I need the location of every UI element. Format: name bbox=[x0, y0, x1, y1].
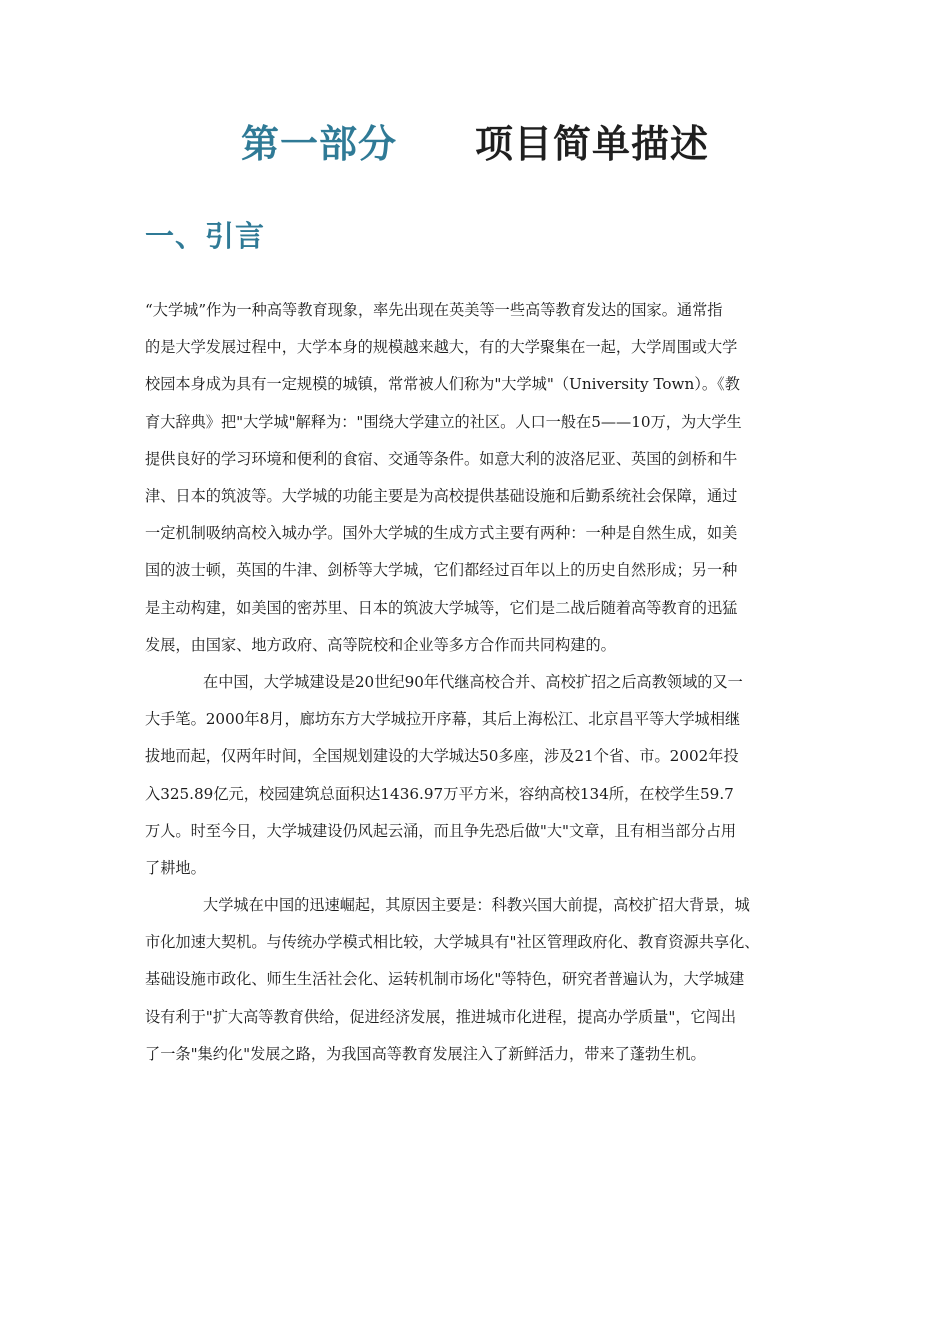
paragraph-line: 是主动构建，如美国的密苏里、日本的筑波大学城等，它们是二战后随着高等教育的迅猛 bbox=[145, 598, 738, 617]
paragraph-line: 市化加速大契机。与传统办学模式相比较，大学城具有"社区管理政府化、教育资源共享化、 bbox=[145, 933, 760, 952]
paragraph-line: 校园本身成为具有一定规模的城镇，常常被人们称为"大学城"（University Town）。《教 bbox=[145, 375, 740, 394]
chapter-name: 项目简单描述 bbox=[475, 122, 710, 166]
paragraph-line: 万人。时至今日，大学城建设仍风起云涌，而且争先恐后做"大"文章，且有相当部分占用 bbox=[145, 821, 737, 840]
paragraph-line: “大学城”作为一种高等教育现象，率先出现在英美等一些高等教育发达的国家。通常指 bbox=[145, 301, 723, 319]
paragraph-line: 的是大学发展过程中，大学本身的规模越来越大，有的大学聚集在一起，大学周围或大学 bbox=[145, 338, 738, 357]
paragraph-line: 拔地而起，仅两年时间，全国规划建设的大学城达50多座，涉及21个省、市。2002年投 bbox=[145, 747, 739, 766]
paragraph-line-text: 大学城在中国的迅速崛起，其原因主要是：科教兴国大前提，高校扩招大背景，城 bbox=[203, 896, 750, 914]
paragraph-line: 发展，由国家、地方政府、高等院校和企业等多方合作而共同构建的。 bbox=[145, 635, 616, 654]
paragraph-1 bbox=[145, 292, 810, 664]
paragraph-line: 提供良好的学习环境和便利的食宿、交通等条件。如意大利的波洛尼亚、英国的剑桥和牛 bbox=[145, 449, 738, 468]
paragraph-line: 了一条"集约化"发展之路，为我国高等教育发展注入了新鲜活力，带来了蓬勃生机。 bbox=[145, 1044, 706, 1063]
section-heading: 一、引言 bbox=[145, 219, 266, 253]
paragraph-line: 了耕地。 bbox=[145, 858, 206, 877]
paragraph-line: 设有利于"扩大高等教育供给，促进经济发展，推进城市化进程，提高办学质量"，它闯出 bbox=[145, 1007, 737, 1026]
paragraph-line: 一定机制吸纳高校入城办学。国外大学城的生成方式主要有两种：一种是自然生成，如美 bbox=[145, 524, 738, 543]
paragraph-first-line bbox=[145, 887, 810, 924]
paragraph-first-line bbox=[145, 664, 810, 701]
paragraph-line: 国的波士顿，英国的牛津、剑桥等大学城，它们都经过百年以上的历史自然形成；另一种 bbox=[145, 561, 738, 580]
paragraph-line: 大手笔。2000年8月，廊坊东方大学城拉开序幕，其后上海松江、北京昌平等大学城相继 bbox=[145, 710, 741, 729]
paragraph-3 bbox=[145, 887, 810, 1073]
chapter-title bbox=[0, 118, 950, 170]
paragraph-line-text: 在中国，大学城建设是20世纪90年代继高校合并、高校扩招之后高教领域的又一 bbox=[203, 673, 743, 691]
paragraph-line: 育大辞典》把"大学城"解释为："围绕大学建立的社区。人口一般在5——10万，为大学生 bbox=[145, 412, 742, 431]
chapter-part-label: 第一部分 bbox=[240, 122, 397, 166]
paragraph-line: 入325.89亿元，校园建筑总面积达1436.97万平方米，容纳高校134所，在校学生59.7 bbox=[145, 784, 734, 803]
paragraph-line: 基础设施市政化、师生生活社会化、运转机制市场化"等特色，研究者普遍认为，大学城建 bbox=[145, 970, 745, 989]
paragraph-2 bbox=[145, 664, 810, 887]
paragraph-line: 津、日本的筑波等。大学城的功能主要是为高校提供基础设施和后勤系统社会保障，通过 bbox=[145, 486, 738, 505]
